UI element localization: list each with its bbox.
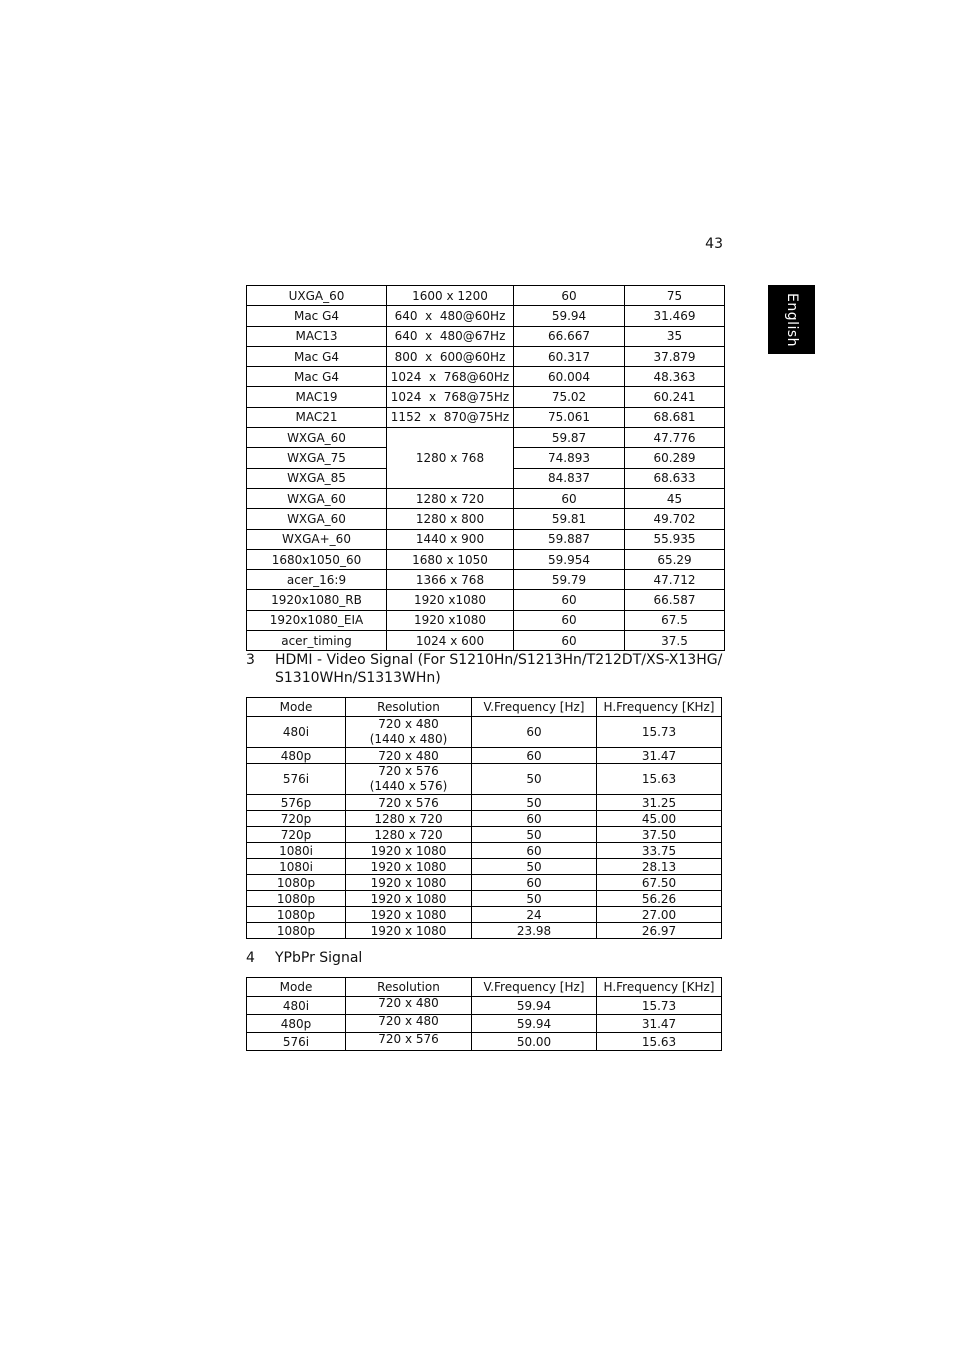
hfreq-cell: 31.469 (625, 306, 725, 326)
resolution-cell: 1280 x 720 (346, 827, 472, 843)
column-header-hfreq: H.Frequency [KHz] (597, 698, 722, 717)
mode-cell: 1080p (247, 875, 346, 891)
resolution-cell: 1920 x 1080 (346, 875, 472, 891)
vfreq-cell: 59.79 (514, 570, 625, 590)
hdmi-section-heading (246, 651, 726, 691)
vfreq-cell: 60 (472, 811, 597, 827)
mode-cell: 576p (247, 795, 346, 811)
resolution-cell: 1366 x 768 (387, 570, 514, 590)
page-number: 43 (705, 236, 723, 252)
vfreq-cell: 59.81 (514, 509, 625, 529)
hfreq-cell: 33.75 (597, 843, 722, 859)
resolution-cell: 800 x 600@60Hz (387, 346, 514, 366)
hfreq-cell: 45 (625, 488, 725, 508)
vfreq-cell: 60 (472, 875, 597, 891)
hfreq-cell: 15.63 (597, 764, 722, 795)
hfreq-cell: 15.73 (597, 997, 722, 1015)
table-row (247, 1033, 722, 1051)
resolution-cell: 1920 x 1080 (346, 859, 472, 875)
resolution-cell: 640 x 480@60Hz (387, 306, 514, 326)
vfreq-cell: 60 (514, 610, 625, 630)
vfreq-cell: 66.667 (514, 326, 625, 346)
vfreq-cell: 60 (514, 631, 625, 651)
resolution-cell: 1152 x 870@75Hz (387, 407, 514, 427)
column-header-mode: Mode (247, 978, 346, 997)
vfreq-cell: 75.02 (514, 387, 625, 407)
resolution-line: 720 x 576 (378, 764, 439, 778)
table-row (247, 428, 725, 448)
resolution-cell: 720 x 480 (346, 997, 472, 1015)
table-row (247, 590, 725, 610)
resolution-cell: 1920 x1080 (387, 610, 514, 630)
column-header-vfreq: V.Frequency [Hz] (472, 698, 597, 717)
vfreq-cell: 24 (472, 907, 597, 923)
hfreq-cell: 60.289 (625, 448, 725, 468)
resolution-cell: 1920 x1080 (387, 590, 514, 610)
vfreq-cell: 60 (514, 286, 625, 306)
table-row (247, 717, 722, 748)
table-row (247, 306, 725, 326)
mode-cell: Mac G4 (247, 306, 387, 326)
mode-cell: 480p (247, 1015, 346, 1033)
resolution-cell: 720 x 480 (346, 748, 472, 764)
mode-cell: UXGA_60 (247, 286, 387, 306)
resolution-cell (346, 717, 472, 748)
table-row (247, 923, 722, 939)
vfreq-cell: 50 (472, 891, 597, 907)
hfreq-cell: 31.47 (597, 1015, 722, 1033)
table-row (247, 387, 725, 407)
mode-cell: 720p (247, 827, 346, 843)
vfreq-cell: 60 (472, 843, 597, 859)
table-row (247, 326, 725, 346)
table-row (247, 631, 725, 651)
mode-cell: 480p (247, 748, 346, 764)
vfreq-cell: 60 (514, 590, 625, 610)
hfreq-cell: 68.633 (625, 468, 725, 488)
hfreq-cell: 27.00 (597, 907, 722, 923)
mode-cell: 1920x1080_EIA (247, 610, 387, 630)
table-row (247, 811, 722, 827)
resolution-cell: 1920 x 1080 (346, 891, 472, 907)
section-title (275, 651, 735, 687)
hfreq-cell: 15.73 (597, 717, 722, 748)
hfreq-cell: 49.702 (625, 509, 725, 529)
vfreq-cell: 50 (472, 859, 597, 875)
vfreq-cell: 60 (472, 748, 597, 764)
vfreq-cell: 74.893 (514, 448, 625, 468)
hfreq-cell: 31.25 (597, 795, 722, 811)
table-row (247, 346, 725, 366)
hfreq-cell: 45.00 (597, 811, 722, 827)
resolution-cell: 720 x 480 (346, 1015, 472, 1033)
hfreq-cell: 26.97 (597, 923, 722, 939)
table-row (247, 286, 725, 306)
table-row (247, 570, 725, 590)
vfreq-cell: 50.00 (472, 1033, 597, 1051)
table-row (247, 529, 725, 549)
table-row (247, 407, 725, 427)
table-row (247, 907, 722, 923)
table-row (247, 367, 725, 387)
hfreq-cell: 67.5 (625, 610, 725, 630)
column-header-resolution: Resolution (346, 978, 472, 997)
hfreq-cell: 75 (625, 286, 725, 306)
resolution-cell: 720 x 576 (346, 795, 472, 811)
column-header-resolution: Resolution (346, 698, 472, 717)
mode-cell: WXGA_60 (247, 488, 387, 508)
vfreq-cell: 60 (472, 717, 597, 748)
table-row (247, 764, 722, 795)
section-title-line-2: S1310WHn/S1313WHn) (275, 670, 441, 686)
hfreq-cell: 55.935 (625, 529, 725, 549)
analog-signal-table (246, 285, 725, 651)
section-title: YPbPr Signal (275, 950, 363, 966)
mode-cell: 1920x1080_RB (247, 590, 387, 610)
hfreq-cell: 56.26 (597, 891, 722, 907)
hfreq-cell: 31.47 (597, 748, 722, 764)
section-number: 3 (246, 652, 255, 668)
mode-cell: 1080p (247, 907, 346, 923)
table-row (247, 875, 722, 891)
table-row (247, 610, 725, 630)
mode-cell: MAC21 (247, 407, 387, 427)
resolution-cell: 1920 x 1080 (346, 843, 472, 859)
vfreq-cell: 75.061 (514, 407, 625, 427)
vfreq-cell: 60 (514, 488, 625, 508)
resolution-line: (1440 x 480) (369, 732, 448, 746)
table-row (247, 843, 722, 859)
table-row (247, 1015, 722, 1033)
mode-cell: 1080p (247, 891, 346, 907)
vfreq-cell: 84.837 (514, 468, 625, 488)
resolution-cell: 720 x 576 (346, 1033, 472, 1051)
column-header-vfreq: V.Frequency [Hz] (472, 978, 597, 997)
table-row (247, 549, 725, 569)
hfreq-cell: 60.241 (625, 387, 725, 407)
resolution-line: (1440 x 576) (369, 779, 448, 793)
mode-cell: acer_timing (247, 631, 387, 651)
column-header-hfreq: H.Frequency [KHz] (597, 978, 722, 997)
table-row (247, 827, 722, 843)
hfreq-cell: 37.5 (625, 631, 725, 651)
mode-cell: 576i (247, 1033, 346, 1051)
resolution-cell: 1280 x 720 (387, 488, 514, 508)
resolution-cell: 1920 x 1080 (346, 923, 472, 939)
vfreq-cell: 23.98 (472, 923, 597, 939)
table-row (247, 509, 725, 529)
hfreq-cell: 47.712 (625, 570, 725, 590)
resolution-line: 720 x 480 (378, 717, 439, 731)
resolution-cell (346, 764, 472, 795)
language-tab-label: English (783, 292, 800, 347)
table-row (247, 891, 722, 907)
vfreq-cell: 50 (472, 795, 597, 811)
mode-cell: MAC13 (247, 326, 387, 346)
table-header-row (247, 978, 722, 997)
ypbpr-section-heading (246, 949, 726, 969)
mode-cell: Mac G4 (247, 346, 387, 366)
hfreq-cell: 15.63 (597, 1033, 722, 1051)
resolution-cell: 1280 x 720 (346, 811, 472, 827)
mode-cell: 1080p (247, 923, 346, 939)
mode-cell: 576i (247, 764, 346, 795)
hfreq-cell: 37.879 (625, 346, 725, 366)
resolution-cell: 1680 x 1050 (387, 549, 514, 569)
mode-cell: 1680x1050_60 (247, 549, 387, 569)
resolution-cell: 1280 x 768 (387, 428, 514, 489)
vfreq-cell: 60.317 (514, 346, 625, 366)
vfreq-cell: 60.004 (514, 367, 625, 387)
mode-cell: 720p (247, 811, 346, 827)
mode-cell: acer_16:9 (247, 570, 387, 590)
resolution-cell: 1440 x 900 (387, 529, 514, 549)
vfreq-cell: 59.887 (514, 529, 625, 549)
table-row (247, 488, 725, 508)
section-title-line-1: HDMI - Video Signal (For S1210Hn/S1213Hn/T212DT/XS-X13HG/ (275, 652, 723, 668)
table-row (247, 795, 722, 811)
mode-cell: WXGA_60 (247, 509, 387, 529)
vfreq-cell: 59.94 (514, 306, 625, 326)
hfreq-cell: 47.776 (625, 428, 725, 448)
resolution-cell: 640 x 480@67Hz (387, 326, 514, 346)
hfreq-cell: 65.29 (625, 549, 725, 569)
hfreq-cell: 28.13 (597, 859, 722, 875)
hfreq-cell: 35 (625, 326, 725, 346)
hdmi-signal-table (246, 697, 722, 939)
table-row (247, 748, 722, 764)
table-row (247, 997, 722, 1015)
vfreq-cell: 50 (472, 827, 597, 843)
mode-cell: WXGA+_60 (247, 529, 387, 549)
hfreq-cell: 66.587 (625, 590, 725, 610)
mode-cell: 1080i (247, 843, 346, 859)
language-tab (768, 285, 815, 354)
resolution-cell: 1024 x 768@60Hz (387, 367, 514, 387)
table-row (247, 859, 722, 875)
hfreq-cell: 68.681 (625, 407, 725, 427)
mode-cell: 480i (247, 717, 346, 748)
hfreq-cell: 67.50 (597, 875, 722, 891)
ypbpr-signal-table (246, 977, 722, 1051)
vfreq-cell: 59.954 (514, 549, 625, 569)
vfreq-cell: 50 (472, 764, 597, 795)
mode-cell: 480i (247, 997, 346, 1015)
resolution-cell: 1024 x 600 (387, 631, 514, 651)
table-header-row (247, 698, 722, 717)
mode-cell: MAC19 (247, 387, 387, 407)
vfreq-cell: 59.94 (472, 1015, 597, 1033)
mode-cell: WXGA_60 (247, 428, 387, 448)
vfreq-cell: 59.87 (514, 428, 625, 448)
resolution-cell: 1280 x 800 (387, 509, 514, 529)
mode-cell: 1080i (247, 859, 346, 875)
mode-cell: WXGA_85 (247, 468, 387, 488)
column-header-mode: Mode (247, 698, 346, 717)
resolution-cell: 1600 x 1200 (387, 286, 514, 306)
mode-cell: Mac G4 (247, 367, 387, 387)
hfreq-cell: 37.50 (597, 827, 722, 843)
section-number: 4 (246, 950, 255, 966)
vfreq-cell: 59.94 (472, 997, 597, 1015)
hfreq-cell: 48.363 (625, 367, 725, 387)
resolution-cell: 1920 x 1080 (346, 907, 472, 923)
mode-cell: WXGA_75 (247, 448, 387, 468)
resolution-cell: 1024 x 768@75Hz (387, 387, 514, 407)
